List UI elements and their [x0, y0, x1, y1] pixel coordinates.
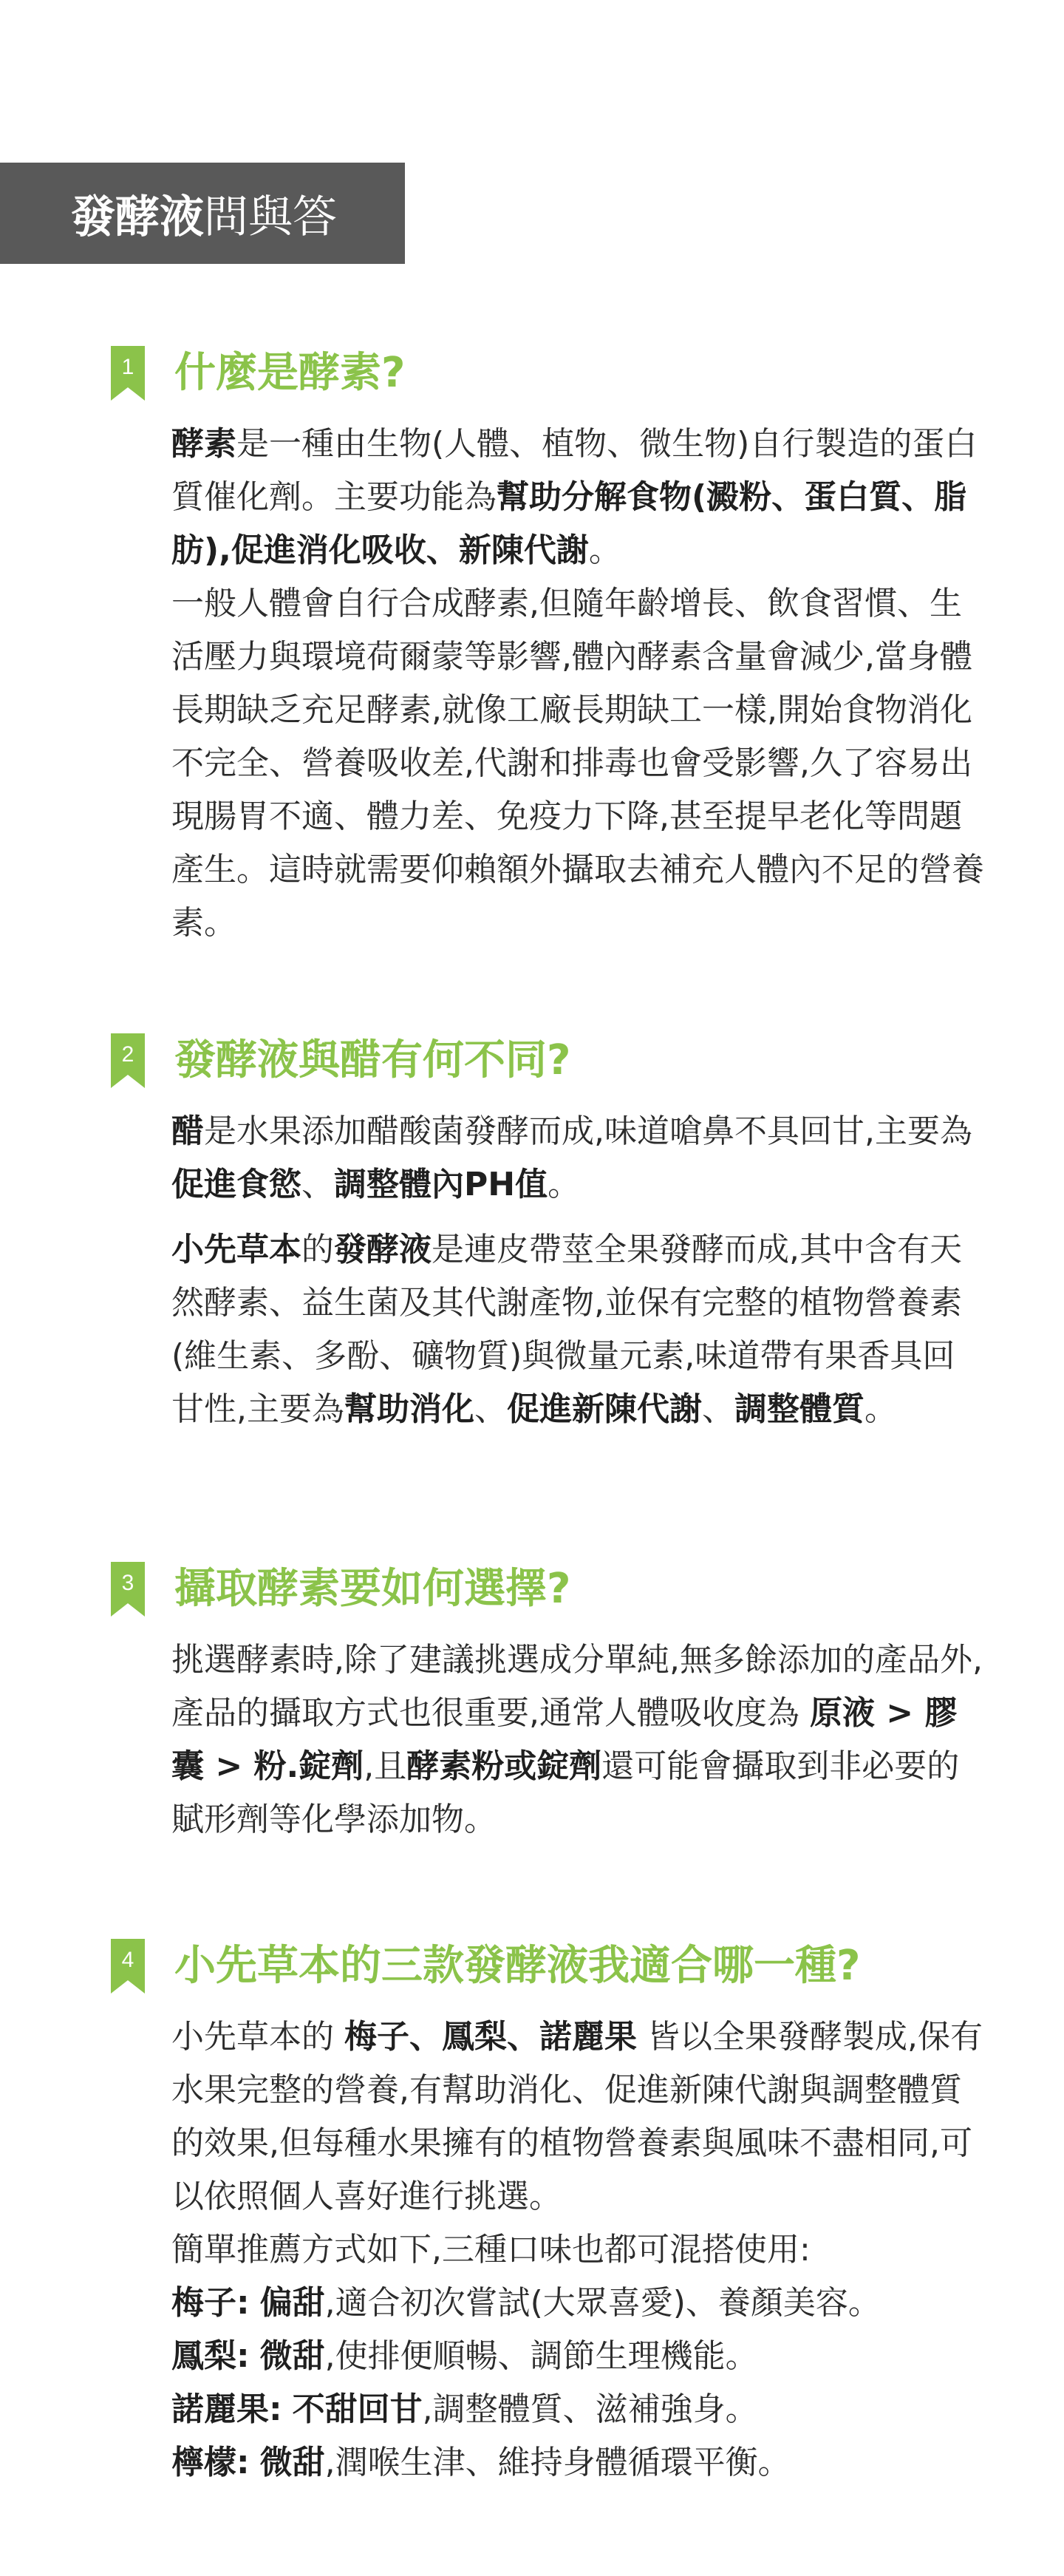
bold-term: 小先草本 [171, 1231, 301, 1268]
item-desc-bold: 偏甜 [259, 2284, 325, 2322]
faq-question-row [111, 1560, 570, 1619]
bold-term: 調整體質 [734, 1390, 864, 1428]
text-span: 、 [474, 1390, 507, 1428]
question-number: 4 [121, 1948, 134, 1972]
bold-term: 促進新陳代謝 [507, 1390, 702, 1428]
item-desc-bold: 微甜 [259, 2444, 325, 2481]
answer-paragraph [171, 2011, 984, 2223]
item-desc: ,適合初次嘗試(大眾喜愛)、養顏美容。 [324, 2284, 881, 2322]
text-span: 挑選酵素時,除了建議挑選成分單純,無多餘添加的產品外,產品的攝取方式也很重要,通常人體吸收度為 [171, 1641, 983, 1732]
item-desc-bold: 微甜 [259, 2337, 325, 2375]
text-span: ,且 [364, 1747, 407, 1785]
text-span: 。 [588, 531, 621, 569]
text-span: 的 [301, 1231, 334, 1268]
faq-question-row [111, 1937, 860, 1996]
question-title: 攝取酵素要如何選擇? [174, 1565, 571, 1613]
question-title: 小先草本的三款發酵液我適合哪一種? [174, 1942, 861, 1990]
question-number: 3 [121, 1571, 134, 1595]
item-desc: ,潤喉生津、維持身體循環平衡。 [324, 2444, 791, 2481]
text-span: 皆以全果發酵製成,保有水果完整的營養,有幫助消化、促進新陳代謝與調整體質的效果,但每種水果擁有的植物營養素與風味不盡相同,可以依照個人喜好進行挑選。 [171, 2018, 983, 2215]
text-span: 是一種由生物(人體、植物、微生物)自行製造的蛋白質催化劑。主要功能為 [171, 425, 978, 516]
answer-text [171, 2011, 984, 2490]
list-item [171, 2436, 984, 2490]
text-span: 。 [548, 1166, 581, 1203]
item-desc-bold: 不甜回甘 [292, 2390, 423, 2428]
text-span: 是連皮帶莖全果發酵而成,其中含有天然酵素、益生菌及其代謝產物,並保有完整的植物營養素(維生素、多酚、礦物質)與微量元素,味道帶有果香具回甘性,主要為 [171, 1231, 962, 1428]
bold-term: 幫助分解食物(澱粉、蛋白質、脂肪),促進消化吸收、新陳代謝 [171, 478, 967, 569]
faq-question-row [111, 1031, 570, 1090]
item-name: 鳳梨: [171, 2337, 250, 2375]
item-name: 檸檬: [171, 2444, 250, 2481]
page-header [0, 163, 405, 264]
list-item [171, 2383, 984, 2436]
header-title-light: 問與答 [204, 191, 337, 243]
bold-term: 酵素 [171, 425, 236, 463]
question-title: 什麼是酵素? [174, 349, 406, 397]
item-name: 梅子: [171, 2284, 250, 2322]
bookmark-badge-icon [111, 1939, 145, 1994]
text-span: 還可能會攝取到非必要的賦形劑等化學添加物。 [171, 1747, 960, 1838]
answer-paragraph [171, 1223, 984, 1436]
text-span: 、 [301, 1166, 334, 1203]
bold-term: 調整體內PH值 [334, 1166, 548, 1203]
item-desc: ,調整體質、滋補強身。 [422, 2390, 758, 2428]
answer-paragraph: 一般人體會自行合成酵素,但隨年齡增長、飲食習慣、生活壓力與環境荷爾蒙等影響,體內酵素含量會減少,當身體長期缺乏充足酵素,就像工廠長期缺工一樣,開始食物消化不完全、營養吸收差,代謝和排毒也會受影響,久了容易出現腸胃不適、體力差、免疫力下降,甚至提早老化等問題產生。這時就需要仰賴額外攝取去補充人體內不足的營養素。 [171, 585, 984, 942]
list-item [171, 2330, 984, 2383]
text-span: 是水果添加醋酸菌發酵而成,味道嗆鼻不具回甘,主要為 [204, 1112, 972, 1150]
bold-term: 酵素粉或錠劑 [406, 1747, 602, 1785]
answer-text [171, 1634, 984, 1846]
bold-term: 促進食慾 [171, 1166, 301, 1203]
text-span: 小先草本的 [171, 2018, 344, 2056]
item-desc: ,使排便順暢、調節生理機能。 [324, 2337, 758, 2375]
answer-text [171, 1105, 984, 1436]
bold-term: 原液 > 膠囊 > 粉.錠劑 [171, 1694, 958, 1785]
text-span: 。 [864, 1390, 897, 1428]
answer-paragraph [171, 1634, 984, 1846]
answer-text [171, 418, 984, 950]
bold-term: 醋 [171, 1112, 204, 1150]
bookmark-badge-icon [111, 1562, 145, 1617]
question-number: 1 [121, 355, 134, 379]
question-number: 2 [121, 1042, 134, 1067]
list-item [171, 2277, 984, 2330]
question-title: 發酵液與醋有何不同? [174, 1036, 571, 1084]
bold-term: 發酵液 [334, 1231, 432, 1268]
faq-question-row [111, 344, 405, 403]
text-span: 、 [702, 1390, 734, 1428]
bold-term: 幫助消化 [344, 1390, 474, 1428]
bold-term: 梅子、鳳梨、諾麗果 [344, 2018, 637, 2056]
answer-paragraph [171, 418, 984, 577]
bookmark-badge-icon [111, 1033, 145, 1088]
bookmark-badge-icon [111, 346, 145, 401]
answer-paragraph: 簡單推薦方式如下,三種口味也都可混搭使用: [171, 2231, 811, 2269]
header-title-strong: 發酵液 [71, 191, 204, 243]
answer-paragraph [171, 1105, 984, 1211]
item-name: 諾麗果: [171, 2390, 282, 2428]
